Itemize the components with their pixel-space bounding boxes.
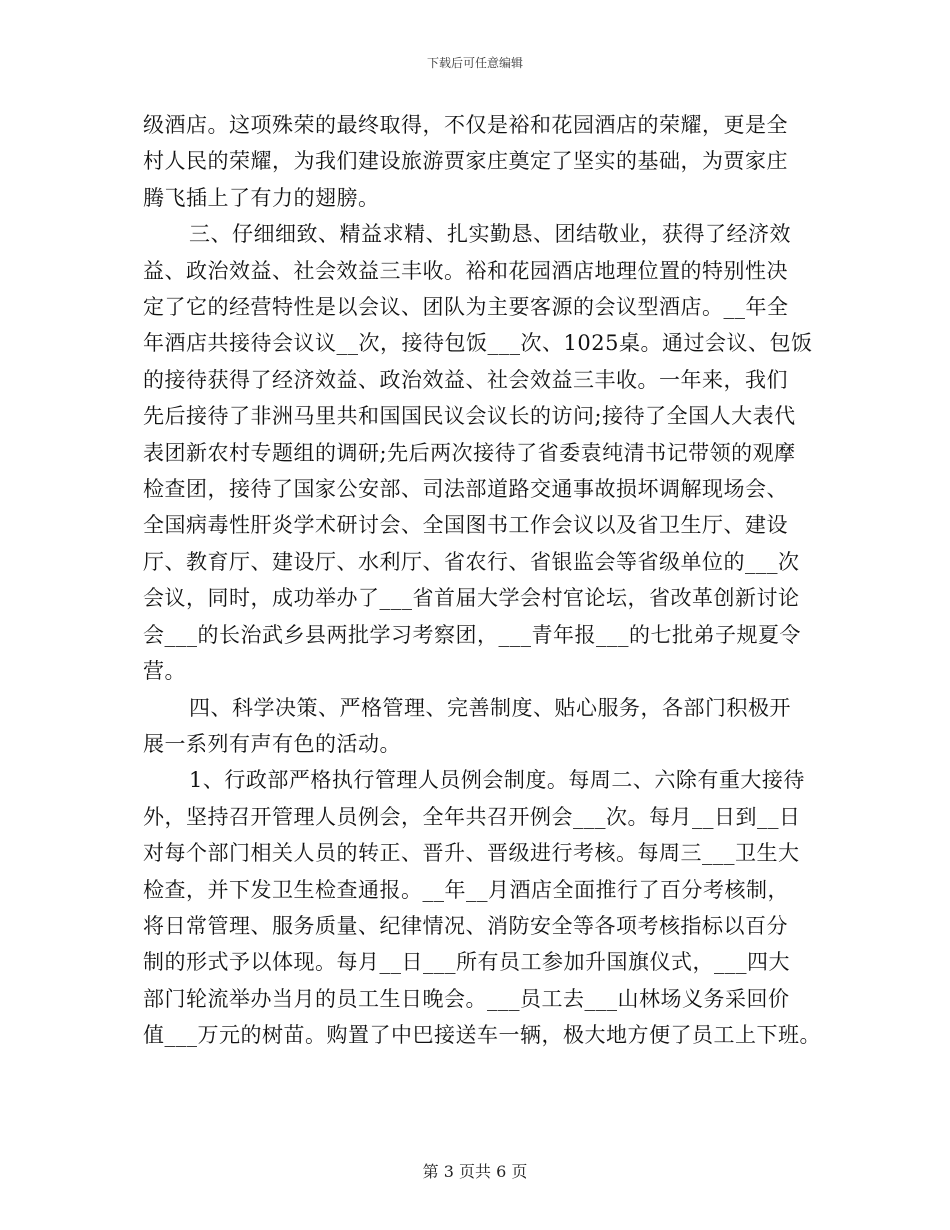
text-line: 全国病毒性肝炎学术研讨会、全国图书工作会议以及省卫生厅、建设 [143,513,788,538]
text-line: 腾飞插上了有力的翅膀。 [143,185,380,210]
text-line: 会___的长治武乡县两批学习考察团，___青年报___的七批弟子规夏令 [143,622,801,647]
text-line: 外，坚持召开管理人员例会，全年共召开例会___次。每月__日到__日 [143,804,801,829]
text-line: 先后接待了非洲马里共和国国民议会议长的访问;接待了全国人大表代 [143,404,796,429]
text-line: 制的形式予以体现。每月__日___所有员工参加升国旗仪式，___四大 [143,950,790,975]
text-line: 的接待获得了经济效益、政治效益、社会效益三丰收。一年来，我们 [143,367,788,392]
text-line: 部门轮流举办当月的员工生日晚会。___员工去___山林场义务采回价 [143,986,790,1011]
page-footer: 第 3 页共 6 页 [422,1162,528,1181]
text-line: 四、科学决策、严格管理、完善制度、贴心服务，各部门积极开 [189,695,791,720]
text-line: 年酒店共接待会议议__次，接待包饭___次、1025桌。通过会议、包饭 [143,331,813,356]
text-line: 厅、教育厅、建设厅、水利厅、省农行、省银监会等省级单位的___次 [143,549,800,574]
text-line: 检查团，接待了国家公安部、司法部道路交通事故损坏调解现场会、 [143,477,788,502]
text-line: 值___万元的树苗。购置了中巴接送车一辆，极大地方便了员工上下班。 [143,1023,821,1048]
text-line: 检查，并下发卫生检查通报。__年__月酒店全面推行了百分考核制， [143,877,789,902]
text-line: 级酒店。这项殊荣的最终取得，不仅是裕和花园酒店的荣耀，更是全 [143,113,788,137]
text-line: 将日常管理、服务质量、纪律情况、消防安全等各项考核指标以百分 [143,913,788,938]
document-body [143,107,823,1054]
text-line: 展一系列有声有色的活动。 [143,731,401,756]
text-line: 益、政治效益、社会效益三丰收。裕和花园酒店地理位置的特别性决 [143,258,788,283]
text-line: 对每个部门相关人员的转正、晋升、晋级进行考核。每周三___卫生大 [143,841,800,866]
text-line: 会议，同时，成功举办了___省首届大学会村官论坛，省改革创新讨论 [143,586,800,611]
text-line: 营。 [143,659,186,684]
text-line: 村人民的荣耀，为我们建设旅游贾家庄奠定了坚实的基础，为贾家庄 [143,149,788,174]
text-line: 表团新农村专题组的调研;先后两次接待了省委袁纯清书记带领的观摩 [143,440,796,465]
text-line: 三、仔细细致、精益求精、扎实勤恳、团结敬业，获得了经济效 [189,222,791,247]
text-line: 1、行政部严格执行管理人员例会制度。每周二、六除有重大接待 [189,768,805,793]
page-header: 下载后可任意编辑 [426,56,523,70]
text-line: 定了它的经营特性是以会议、团队为主要客源的会议型酒店。__年全 [143,295,789,320]
